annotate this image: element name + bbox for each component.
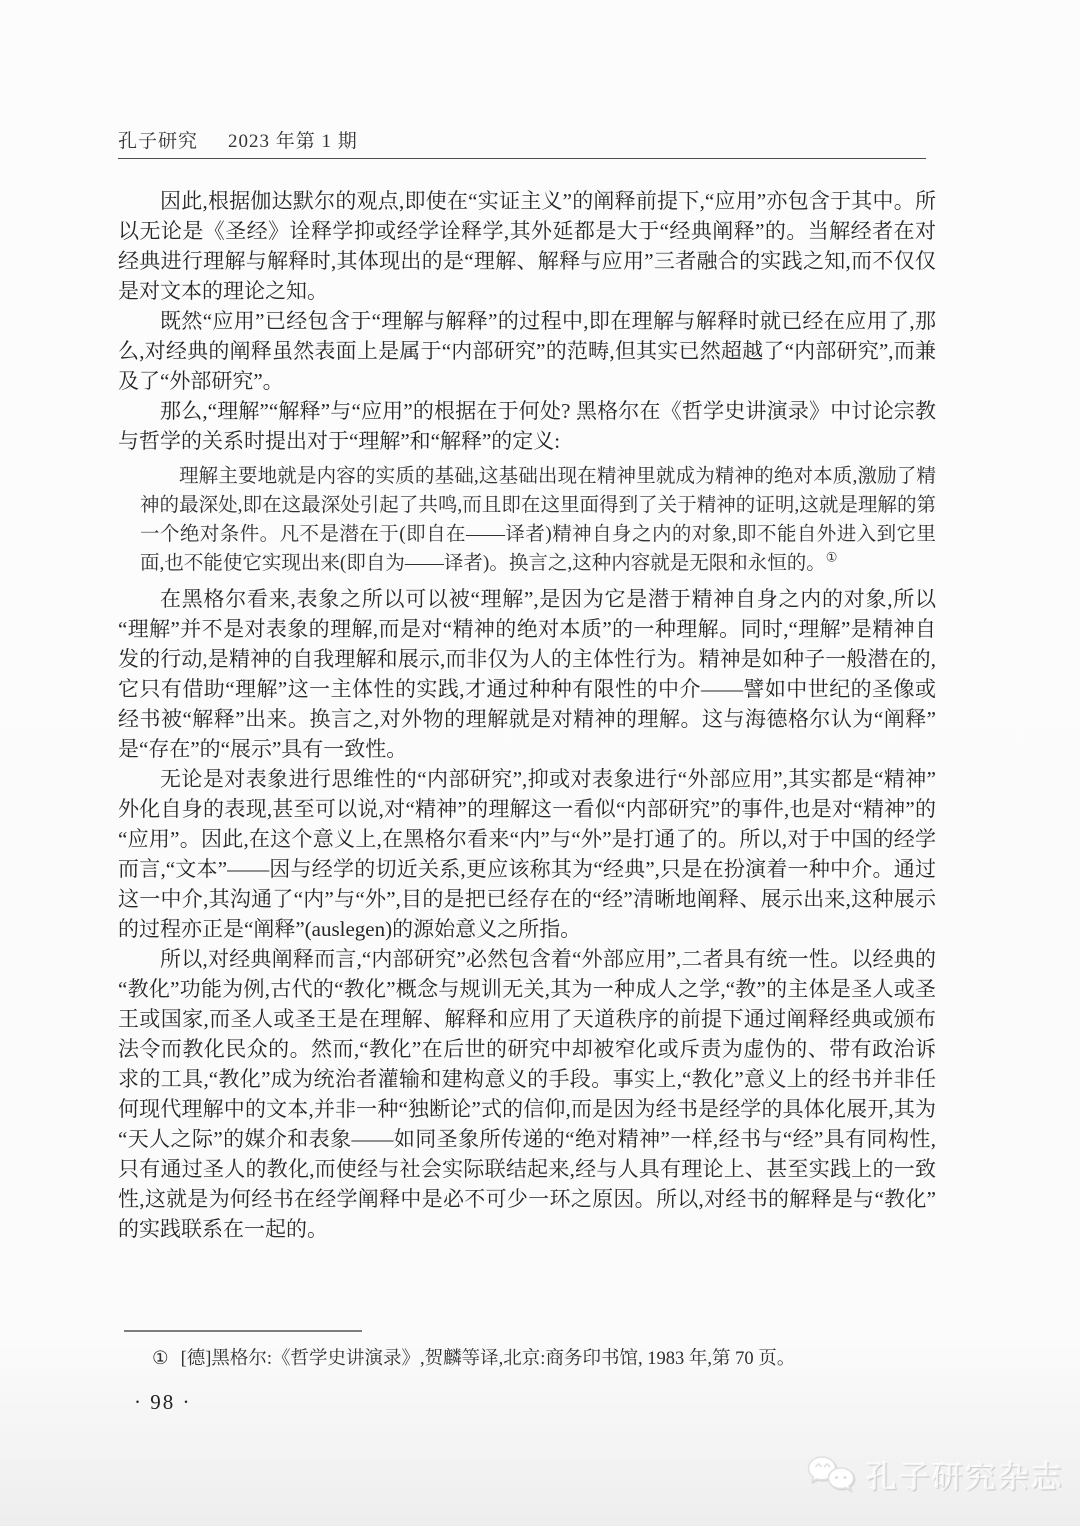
footnote-marker: ① bbox=[152, 1349, 169, 1369]
paragraph-6: 所以,对经典阐释而言,“内部研究”必然包含着“外部应用”,二者具有统一性。以经典的“教化”功能为例,古代的“教化”概念与规训无关,其为一种成人之学,“教”的主体是圣人或圣王或国家,而圣人或圣王是在理解、解释和应用了天道秩序的前提下通过阐释经典或颁布法令而教化民众的。然而,“教化”在后世的研究中却被窄化或斥责为虚伪的、带有政治诉求的工具,“教化”成为统治者灌输和建构意义的手段。事实上,“教化”意义上的经书并非任何现代理解中的文本,并非一种“独断论”式的信仰,而是因为经书是经学的具体化展开,其为“天人之际”的媒介和表象——如同圣象所传递的“绝对精神”一样,经书与“经”具有同构性,只有通过圣人的教化,而使经与社会实际联结起来,经与人具有理论上、甚至实践上的一致性,这就是为何经书在经学阐释中是必不可少一环之原因。所以,对经书的解释是与“教化”的实践联系在一起的。 bbox=[118, 947, 936, 1241]
journal-title: 孔子研究 bbox=[118, 131, 199, 152]
paragraph-4: 在黑格尔看来,表象之所以可以被“理解”,是因为它是潜于精神自身之内的对象,所以“理解”并不是对表象的理解,而是对“精神的绝对本质”的一种理解。同时,“理解”是精神自发的行动,是精神的自我理解和展示,而非仅为人的主体性行为。精神是如种子一般潜在的,它只有借助“理解”这一主体性的实践,才通过种种有限性的中介——譬如中世纪的圣像或经书被“解释”出来。换言之,对外物的理解就是对精神的理解。这与海德格尔认为“阐释”是“存在”的“展示”具有一致性。 bbox=[118, 587, 936, 761]
header-rule bbox=[118, 158, 926, 159]
paragraph-1: 因此,根据伽达默尔的观点,即使在“实证主义”的阐释前提下,“应用”亦包含于其中。所以无论是《圣经》诠释学抑或经学诠释学,其外延都是大于“经典阐释”的。当解经者在对经典进行理解与解释时,其体现出的是“理解、解释与应用”三者融合的实践之知,而不仅仅是对文本的理论之知。 bbox=[118, 189, 936, 303]
page-number: · 98 · bbox=[134, 1390, 192, 1414]
watermark bbox=[806, 1452, 1064, 1497]
paragraph-3: 那么,“理解”“解释”与“应用”的根据在于何处? 黑格尔在《哲学史讲演录》中讨论宗教与哲学的关系时提出对于“理解”和“解释”的定义: bbox=[118, 399, 936, 453]
running-head bbox=[118, 126, 930, 153]
watermark-label: 孔子研究杂志 bbox=[866, 1460, 1064, 1495]
footnote-ref-1: ① bbox=[825, 549, 838, 565]
issue-label: 2023 年第 1 期 bbox=[228, 131, 358, 152]
footnote-text: [德]黑格尔:《哲学史讲演录》,贺麟等译,北京:商务印书馆, 1983 年,第 70 页。 bbox=[180, 1349, 796, 1369]
wechat-icon bbox=[806, 1454, 858, 1496]
hegel-blockquote bbox=[140, 462, 936, 578]
paragraph-2: 既然“应用”已经包含于“理解与解释”的过程中,即在理解与解释时就已经在应用了,那么,对经典的阐释虽然表面上是属于“内部研究”的范畴,但其实已然超越了“内部研究”,而兼及了“外部研究”。 bbox=[118, 309, 936, 393]
article-body bbox=[118, 186, 936, 1244]
footnote-divider bbox=[124, 1330, 362, 1332]
footnote bbox=[118, 1346, 936, 1373]
paragraph-5: 无论是对表象进行思维性的“内部研究”,抑或对表象进行“外部应用”,其实都是“精神”外化自身的表现,甚至可以说,对“精神”的理解这一看似“内部研究”的事件,也是对“精神”的“应用”。因此,在这个意义上,在黑格尔看来“内”与“外”是打通了的。所以,对于中国的经学而言,“文本”——因与经学的切近关系,更应该称其为“经典”,只是在扮演着一种中介。通过这一中介,其沟通了“内”与“外”,目的是把已经存在的“经”清晰地阐释、展示出来,这种展示的过程亦正是“阐释”(auslegen)的源始意义之所指。 bbox=[118, 767, 936, 941]
blockquote-text: 理解主要地就是内容的实质的基础,这基础出现在精神里就成为精神的绝对本质,激励了精神的最深处,即在这最深处引起了共鸣,而且即在这里面得到了关于精神的证明,这就是理解的第一个绝对条件。凡不是潜在于(即自在——译者)精神自身之内的对象,即不能自外进入到它里面,也不能使它实现出来(即自为——译者)。换言之,这种内容就是无限和永恒的。 bbox=[140, 466, 936, 574]
